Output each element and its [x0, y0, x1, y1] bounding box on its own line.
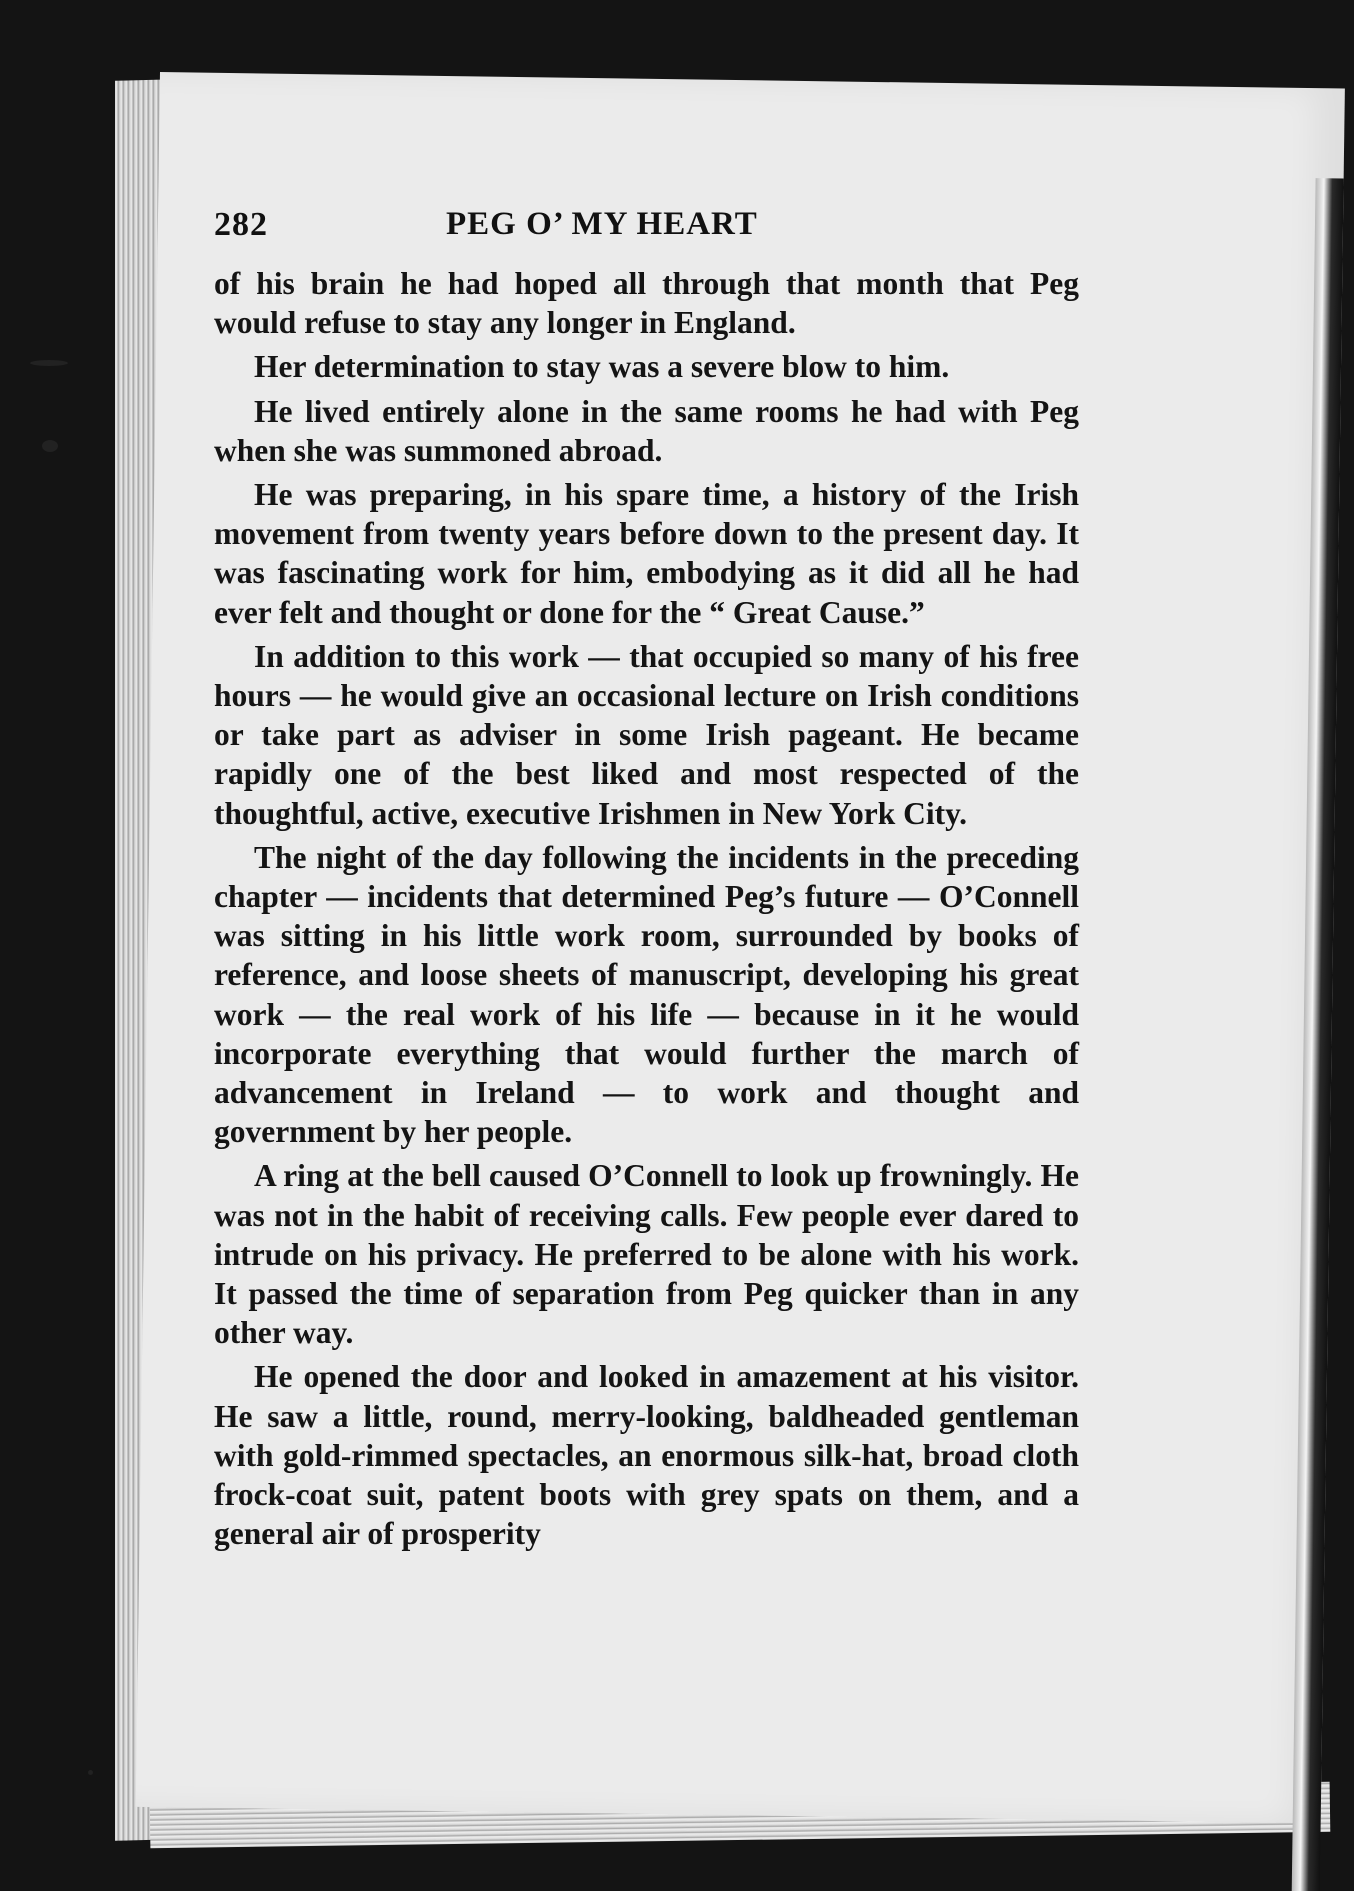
- paragraph: The night of the day following the incidents in the preceding chapter — incidents that determined Peg’s future — O’Connell was sitting in his little work room, surrounded by books of reference, and loose sheets of manuscript, developing his great work — the real work of his life — because in it he would incorporate everything that would further the march of advancement in Ireland — to work and thought and government by her people.: [214, 839, 1079, 1150]
- paragraph: Her determination to stay was a severe blow to him.: [254, 349, 950, 385]
- paragraph: He lived entirely alone in the same rooms he had with Peg when she was summoned abroad.: [214, 393, 1079, 468]
- paragraph: He was preparing, in his spare time, a history of the Irish movement from twenty years before down to the present day. It was fascinating work for him, embodying as it did all he had ever felt and thought or done for the “ Great Cause.”: [214, 477, 1079, 630]
- page-header: [214, 206, 1014, 246]
- scan-speck: [88, 1770, 93, 1775]
- scan-speck: [30, 360, 68, 366]
- paragraph: In addition to this work — that occupied so many of his free hours — he would give an occasional lecture on Irish conditions or take part as adviser in some Irish pageant. He became rapidly one of the best liked and most respected of the thoughtful, active, executive Irishmen in New York City.: [214, 638, 1079, 831]
- paragraph: of his brain he had hoped all through that month that Peg would refuse to stay any longer in England.: [214, 266, 1079, 341]
- scan-speck: [42, 440, 58, 452]
- body-text: [214, 264, 1079, 1559]
- paragraph: He opened the door and looked in amazement at his visitor. He saw a little, round, merry-looking, baldheaded gentleman with gold-rimmed spectacles, an enormous silk-hat, broad cloth frock-coat suit, patent boots with grey spats on them, and a general air of prosperity: [214, 1359, 1079, 1552]
- running-title: PEG O’ MY HEART: [446, 206, 758, 242]
- page-number: 282: [214, 206, 268, 243]
- page-gutter-shadow: [1292, 178, 1344, 1891]
- paragraph: A ring at the bell caused O’Connell to look up frowningly. He was not in the habit of receiving calls. Few people ever dared to intrude on his privacy. He preferred to be alone with his work. It passed the time of separation from Peg quicker than in any other way.: [214, 1158, 1079, 1351]
